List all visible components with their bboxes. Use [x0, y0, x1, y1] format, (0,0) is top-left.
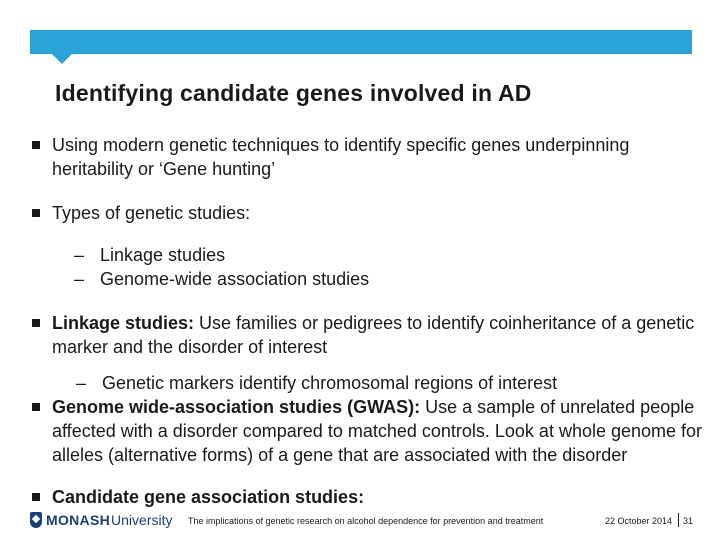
bullet-bold-text: Genome wide-association studies (GWAS):: [52, 397, 421, 417]
logo-wordmark-bold: MONASH: [46, 512, 111, 528]
bullet-text: Types of genetic studies:: [52, 203, 251, 223]
bullet-item: [32, 395, 704, 467]
bullet-icon: [32, 141, 40, 149]
bullet-icon: [32, 209, 40, 217]
sub-bullet-text: Genome-wide association studies: [100, 269, 370, 289]
bullet-text: Use families or pedigrees to identify coinheritance of a genetic marker and the disorder of interest: [52, 313, 695, 357]
bullet-icon: [32, 493, 40, 501]
header-accent-notch: [52, 54, 72, 64]
slide-content: [32, 133, 704, 509]
footer-divider: [678, 513, 679, 527]
shield-icon: [30, 512, 42, 528]
slide-title: Identifying candidate genes involved in AD: [55, 80, 532, 106]
monash-logo: [30, 509, 173, 531]
footer-title: The implications of genetic research on alcohol dependence for prevention and treatment: [188, 516, 544, 526]
bullet-icon: [32, 403, 40, 411]
dash-icon: –: [74, 245, 85, 265]
sub-bullet-item: [32, 267, 704, 291]
footer-date: 22 October 2014: [605, 516, 673, 526]
dash-icon: –: [74, 269, 85, 289]
bullet-text: Using modern genetic techniques to identify specific genes underpinning heritability or ‘Gene hunting’: [52, 135, 630, 179]
dash-icon: –: [76, 373, 87, 393]
sub-bullet-text: Linkage studies: [100, 245, 226, 265]
page-number: 31: [683, 516, 694, 526]
bullet-item: [32, 311, 704, 359]
sub-bullet-text: Genetic markers identify chromosomal regions of interest: [102, 373, 558, 393]
bullet-item: [32, 133, 704, 181]
bullet-icon: [32, 319, 40, 327]
bullet-bold-text: Candidate gene association studies:: [52, 487, 365, 507]
sub-bullet-item: [32, 243, 704, 267]
header-accent-bar: [30, 30, 692, 54]
bullet-item: [32, 201, 704, 225]
logo-wordmark-light: University: [111, 512, 173, 528]
bullet-item: [32, 485, 704, 509]
sub-bullet-item: [32, 371, 704, 395]
bullet-bold-text: Linkage studies:: [52, 313, 195, 333]
bullet-text: Use a sample of unrelated people affected with a disorder compared to matched controls. Look at whole genome for alleles (alternative forms) of a gene that are associated with the disorder: [52, 397, 703, 465]
